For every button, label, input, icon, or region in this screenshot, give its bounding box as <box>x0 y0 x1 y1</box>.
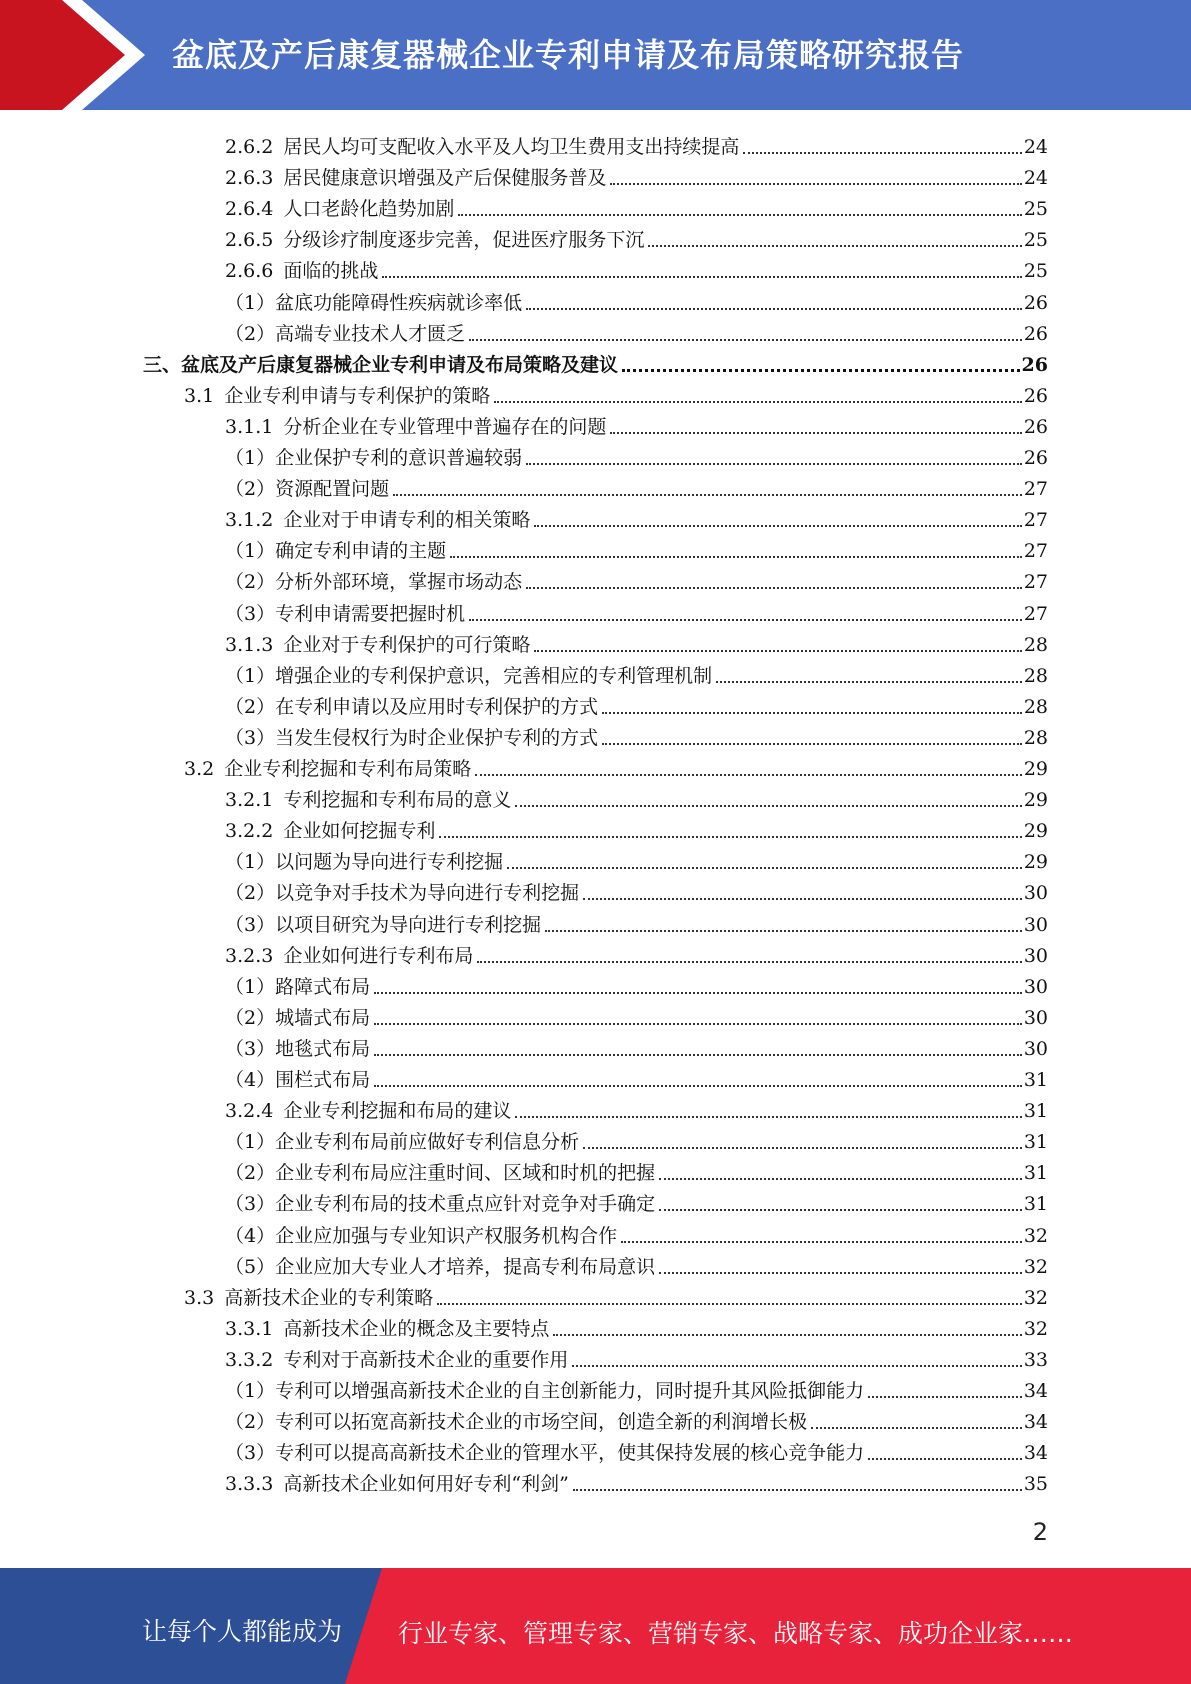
toc-entry-title: （2）分析外部环境，掌握市场动态 <box>225 571 523 594</box>
footer-slogan-right: 行业专家、管理专家、营销专家、战略专家、成功企业家…… <box>398 1619 1074 1648</box>
toc-dot-leader <box>382 275 1021 278</box>
toc-entry[interactable] <box>225 595 1048 626</box>
toc-entry[interactable] <box>225 159 1048 190</box>
toc-dot-leader <box>469 338 1022 341</box>
toc-entry[interactable] <box>225 937 1048 968</box>
toc-entry[interactable] <box>184 377 1048 408</box>
toc-entry-page: 32 <box>1023 1286 1048 1309</box>
toc-entry-page: 26 <box>1023 415 1048 438</box>
toc-entry-title: （4）围栏式布局 <box>225 1069 371 1091</box>
toc-entry-page: 32 <box>1023 1255 1048 1278</box>
footer-slogan-left: 让每个人都能成为 <box>142 1617 343 1646</box>
toc-entry-title: （3）专利可以提高高新技术企业的管理水平，使其保持发展的核心竞争能力 <box>225 1442 865 1465</box>
toc-entry-number: 2.6.2 <box>225 136 274 158</box>
toc-entry-page: 34 <box>1023 1380 1048 1402</box>
toc-dot-leader <box>602 742 1022 745</box>
toc-dot-leader <box>526 586 1022 589</box>
toc-entry-title: （2）专利可以拓宽高新技术企业的市场空间，创造全新的利润增长极 <box>225 1411 808 1434</box>
toc-entry[interactable] <box>225 532 1048 563</box>
toc-entry-title: 居民健康意识增强及产后保健服务普及 <box>283 167 607 190</box>
toc-entry[interactable] <box>225 657 1048 688</box>
toc-entry-page: 25 <box>1023 260 1048 283</box>
toc-entry-title: 高新技术企业的专利策略 <box>224 1286 434 1309</box>
toc-entry-title: 企业专利挖掘和专利布局策略 <box>224 758 472 780</box>
toc-entry[interactable] <box>225 1030 1048 1061</box>
toc-entry-number: 3.2.3 <box>225 944 274 967</box>
toc-entry-page: 30 <box>1023 1006 1048 1029</box>
toc-entry-title: （2）企业专利布局应注重时间、区域和时机的把握 <box>225 1162 656 1185</box>
toc-entry-number: 3.1 <box>184 384 215 407</box>
toc-entry[interactable] <box>225 874 1048 905</box>
toc-entry-title: （1）路障式布局 <box>225 975 371 998</box>
toc-entry-page: 31 <box>1023 1100 1048 1123</box>
toc-dot-leader <box>469 618 1022 621</box>
toc-entry[interactable] <box>225 626 1048 657</box>
toc-entry[interactable] <box>225 1341 1048 1372</box>
toc-entry-title: （2）在专利申请以及应用时专利保护的方式 <box>225 695 599 718</box>
toc-entry-page: 33 <box>1023 1348 1048 1371</box>
toc-entry-page: 26 <box>1023 384 1048 407</box>
toc-dot-leader <box>515 1115 1021 1118</box>
toc-entry[interactable] <box>184 750 1048 781</box>
toc-entry[interactable] <box>225 190 1048 221</box>
toc-entry[interactable] <box>225 315 1048 346</box>
toc-entry[interactable] <box>225 1061 1048 1092</box>
toc-entry[interactable] <box>225 968 1048 999</box>
toc-entry-number: 2.6.5 <box>225 229 274 252</box>
toc-dot-leader <box>393 493 1022 496</box>
toc-entry[interactable] <box>225 563 1048 594</box>
toc-entry-title: 分析企业在专业管理中普遍存在的问题 <box>283 415 607 438</box>
toc-entry-page: 27 <box>1023 540 1048 563</box>
toc-entry[interactable] <box>225 408 1048 439</box>
toc-entry-page: 26 <box>1023 291 1048 314</box>
toc-entry[interactable] <box>225 284 1048 315</box>
toc-dot-leader <box>868 1457 1022 1460</box>
toc-entry-page: 27 <box>1023 478 1048 501</box>
toc-dot-leader <box>374 991 1022 994</box>
toc-entry-page: 30 <box>1023 944 1048 967</box>
page-number: 2 <box>1032 1518 1048 1546</box>
toc-entry-page: 26 <box>1023 322 1048 345</box>
toc-dot-leader <box>716 680 1022 683</box>
toc-dot-leader <box>494 400 1022 403</box>
toc-entry-title: （1）增强企业的专利保护意识，完善相应的专利管理机制 <box>225 664 713 687</box>
toc-entry-title: （1）专利可以增强高新技术企业的自主创新能力，同时提升其风险抵御能力 <box>225 1380 865 1402</box>
toc-dot-leader <box>534 524 1021 527</box>
toc-dot-leader <box>659 1208 1022 1211</box>
toc-entry-page: 35 <box>1023 1473 1048 1496</box>
toc-dot-leader <box>526 462 1022 465</box>
toc-entry-number: 3.2 <box>184 758 215 780</box>
toc-entry-page: 27 <box>1023 602 1048 625</box>
toc-entry-number: 2.6.3 <box>225 167 274 190</box>
toc-entry-number: 3.3.3 <box>225 1473 274 1496</box>
toc-dot-leader <box>450 555 1022 558</box>
toc-entry-page: 25 <box>1023 229 1048 252</box>
toc-dot-leader <box>477 960 1021 963</box>
toc-dot-leader <box>811 1426 1022 1429</box>
toc-dot-leader <box>374 1084 1022 1087</box>
toc-entry-title: （3）当发生侵权行为时企业保护专利的方式 <box>225 726 599 749</box>
toc-entry-number: 3.2.4 <box>225 1100 274 1123</box>
toc-dot-leader <box>868 1395 1022 1398</box>
toc-dot-leader <box>553 1333 1021 1336</box>
toc-entry-page: 32 <box>1023 1224 1048 1247</box>
toc-dot-leader <box>475 773 1022 776</box>
toc-dot-leader <box>439 835 1021 838</box>
toc-dot-leader <box>515 804 1021 807</box>
toc-entry-title: （3）以项目研究为导向进行专利挖掘 <box>225 913 542 936</box>
toc-entry[interactable] <box>225 1372 1048 1403</box>
toc-entry-title: 高新技术企业的概念及主要特点 <box>283 1317 550 1340</box>
toc-entry-page: 28 <box>1023 726 1048 749</box>
toc-entry-title: （1）盆底功能障碍性疾病就诊率低 <box>225 291 523 314</box>
toc-entry-title: 企业对于专利保护的可行策略 <box>283 633 531 656</box>
toc-entry-title: 企业如何挖掘专利 <box>283 820 436 843</box>
toc-entry-title: （3）专利申请需要把握时机 <box>225 602 466 625</box>
toc-entry-title: 分级诊疗制度逐步完善，促进医疗服务下沉 <box>283 229 645 252</box>
toc-dot-leader <box>610 431 1021 434</box>
toc-entry-title: 面临的挑战 <box>283 260 379 283</box>
toc-entry-title: （3）地毯式布局 <box>225 1037 371 1060</box>
toc-entry[interactable] <box>225 999 1048 1030</box>
toc-entry-page: 30 <box>1023 882 1048 905</box>
toc-entry-title: （1）企业专利布局前应做好专利信息分析 <box>225 1131 580 1154</box>
toc-entry-number: 2.6.4 <box>225 198 274 221</box>
toc-entry-number: 3.3.1 <box>225 1317 274 1340</box>
toc-entry[interactable] <box>225 252 1048 283</box>
toc-entry-page: 25 <box>1023 198 1048 221</box>
toc-entry-title: 企业专利挖掘和布局的建议 <box>283 1100 512 1123</box>
toc-entry-page: 29 <box>1023 851 1048 874</box>
toc-dot-leader <box>583 897 1022 900</box>
toc-entry-page: 30 <box>1023 975 1048 998</box>
toc-entry-page: 27 <box>1023 571 1048 594</box>
page-footer <box>0 1568 1191 1684</box>
toc-entry-title: （2）资源配置问题 <box>225 478 390 501</box>
toc-dot-leader <box>437 1302 1022 1305</box>
toc-entry-page: 28 <box>1023 695 1048 718</box>
toc-entry-title: （3）企业专利布局的技术重点应针对竞争对手确定 <box>225 1193 656 1216</box>
toc-entry[interactable] <box>225 1310 1048 1341</box>
toc-entry-title: 人口老龄化趋势加剧 <box>283 198 455 221</box>
toc-dot-leader <box>374 1053 1022 1056</box>
toc-entry-number: 2.6.6 <box>225 260 274 283</box>
toc-dot-leader <box>573 1488 1022 1491</box>
toc-entry-title: （1）确定专利申请的主题 <box>225 540 447 563</box>
toc-entry-title: 三、盆底及产后康复器械企业专利申请及布局策略及建议 <box>143 353 619 376</box>
toc-entry-page: 29 <box>1023 789 1048 812</box>
toc-entry-number: 3.1.1 <box>225 415 274 438</box>
toc-dot-leader <box>659 1271 1022 1274</box>
toc-entry[interactable] <box>225 1434 1048 1465</box>
toc-dot-leader <box>572 1364 1021 1367</box>
toc-entry[interactable] <box>225 1123 1048 1154</box>
toc-entry-title: 高新技术企业如何用好专利“利剑” <box>283 1473 569 1496</box>
toc-entry-page: 32 <box>1023 1317 1048 1340</box>
page-header <box>0 0 1191 110</box>
toc-entry-page: 31 <box>1023 1193 1048 1216</box>
toc-dot-leader <box>621 1240 1022 1243</box>
toc-dot-leader <box>648 244 1021 247</box>
toc-entry[interactable] <box>225 439 1048 470</box>
toc-entry[interactable] <box>225 1092 1048 1123</box>
toc-entry[interactable] <box>225 812 1048 843</box>
toc-entry-number: 3.3 <box>184 1286 215 1309</box>
toc-entry-page: 31 <box>1023 1069 1048 1091</box>
toc-entry[interactable] <box>184 1279 1048 1310</box>
toc-entry[interactable] <box>225 1217 1048 1248</box>
toc-entry[interactable] <box>225 470 1048 501</box>
toc-entry-page: 28 <box>1023 664 1048 687</box>
toc-dot-leader <box>374 1022 1022 1025</box>
toc-entry[interactable] <box>225 843 1048 874</box>
toc-entry[interactable] <box>225 688 1048 719</box>
toc-dot-leader <box>534 649 1021 652</box>
toc-entry[interactable] <box>225 221 1048 252</box>
toc-entry-page: 27 <box>1023 509 1048 532</box>
report-title: 盆底及产后康复器械企业专利申请及布局策略研究报告 <box>172 36 965 74</box>
toc-dot-leader <box>545 929 1022 932</box>
toc-entry[interactable] <box>225 781 1048 812</box>
toc-entry-title: （2）以竞争对手技术为导向进行专利挖掘 <box>225 882 580 905</box>
toc-entry-page: 28 <box>1023 633 1048 656</box>
toc-dot-leader <box>602 711 1022 714</box>
toc-entry-title: 专利对于高新技术企业的重要作用 <box>283 1348 569 1371</box>
toc-dot-leader <box>659 1177 1022 1180</box>
toc-entry-number: 3.3.2 <box>225 1348 274 1371</box>
toc-entry-title: （4）企业应加强与专业知识产权服务机构合作 <box>225 1224 618 1247</box>
toc-entry-page: 34 <box>1023 1442 1048 1465</box>
toc-dot-leader <box>622 368 1020 372</box>
toc-entry[interactable] <box>225 719 1048 750</box>
toc-dot-leader <box>610 182 1021 185</box>
toc-entry-number: 3.1.2 <box>225 509 274 532</box>
toc-entry[interactable] <box>225 1248 1048 1279</box>
toc-entry-title: （5）企业应加大专业人才培养，提高专利布局意识 <box>225 1255 656 1278</box>
toc-entry[interactable] <box>225 1154 1048 1185</box>
toc-entry[interactable] <box>225 1465 1048 1496</box>
toc-entry-page: 31 <box>1023 1131 1048 1154</box>
toc-entry[interactable] <box>225 1185 1048 1216</box>
toc-entry-page: 31 <box>1023 1162 1048 1185</box>
toc-entry-title: 企业如何进行专利布局 <box>283 944 474 967</box>
toc-entry-title: 专利挖掘和专利布局的意义 <box>283 789 512 812</box>
toc-entry[interactable] <box>225 1403 1048 1434</box>
toc-entry-page: 30 <box>1023 913 1048 936</box>
toc-dot-leader <box>458 213 1021 216</box>
toc-entry-title: （2）高端专业技术人才匮乏 <box>225 322 466 345</box>
toc-entry-title: 企业专利申请与专利保护的策略 <box>224 384 491 407</box>
toc-entry-page: 30 <box>1023 1037 1048 1060</box>
toc-entry-title: （1）企业保护专利的意识普遍较弱 <box>225 447 523 469</box>
toc-dot-leader <box>743 151 1021 154</box>
toc-dot-leader <box>583 1146 1022 1149</box>
toc-entry[interactable] <box>225 906 1048 937</box>
toc-dot-leader <box>526 307 1022 310</box>
toc-entry[interactable] <box>225 128 1048 159</box>
toc-dot-leader <box>507 866 1022 869</box>
toc-entry-page: 34 <box>1023 1411 1048 1434</box>
toc-entry-title: （2）城墙式布局 <box>225 1006 371 1029</box>
toc-entry[interactable] <box>225 501 1048 532</box>
toc-entry-page: 24 <box>1023 167 1048 190</box>
toc-entry-page: 24 <box>1023 136 1048 158</box>
toc-entry-page: 26 <box>1023 447 1048 469</box>
toc-entry-page: 29 <box>1023 758 1048 780</box>
toc-entry-title: 居民人均可支配收入水平及人均卫生费用支出持续提高 <box>283 136 740 158</box>
toc-entry-number: 3.2.1 <box>225 789 274 812</box>
toc-entry-number: 3.2.2 <box>225 820 274 843</box>
toc-entry-page: 26 <box>1021 353 1048 376</box>
toc-entry[interactable] <box>143 346 1048 377</box>
toc-entry-title: （1）以问题为导向进行专利挖掘 <box>225 851 504 874</box>
toc-entry-page: 29 <box>1023 820 1048 843</box>
toc-entry-number: 3.1.3 <box>225 633 274 656</box>
toc-entry-title: 企业对于申请专利的相关策略 <box>283 509 531 532</box>
